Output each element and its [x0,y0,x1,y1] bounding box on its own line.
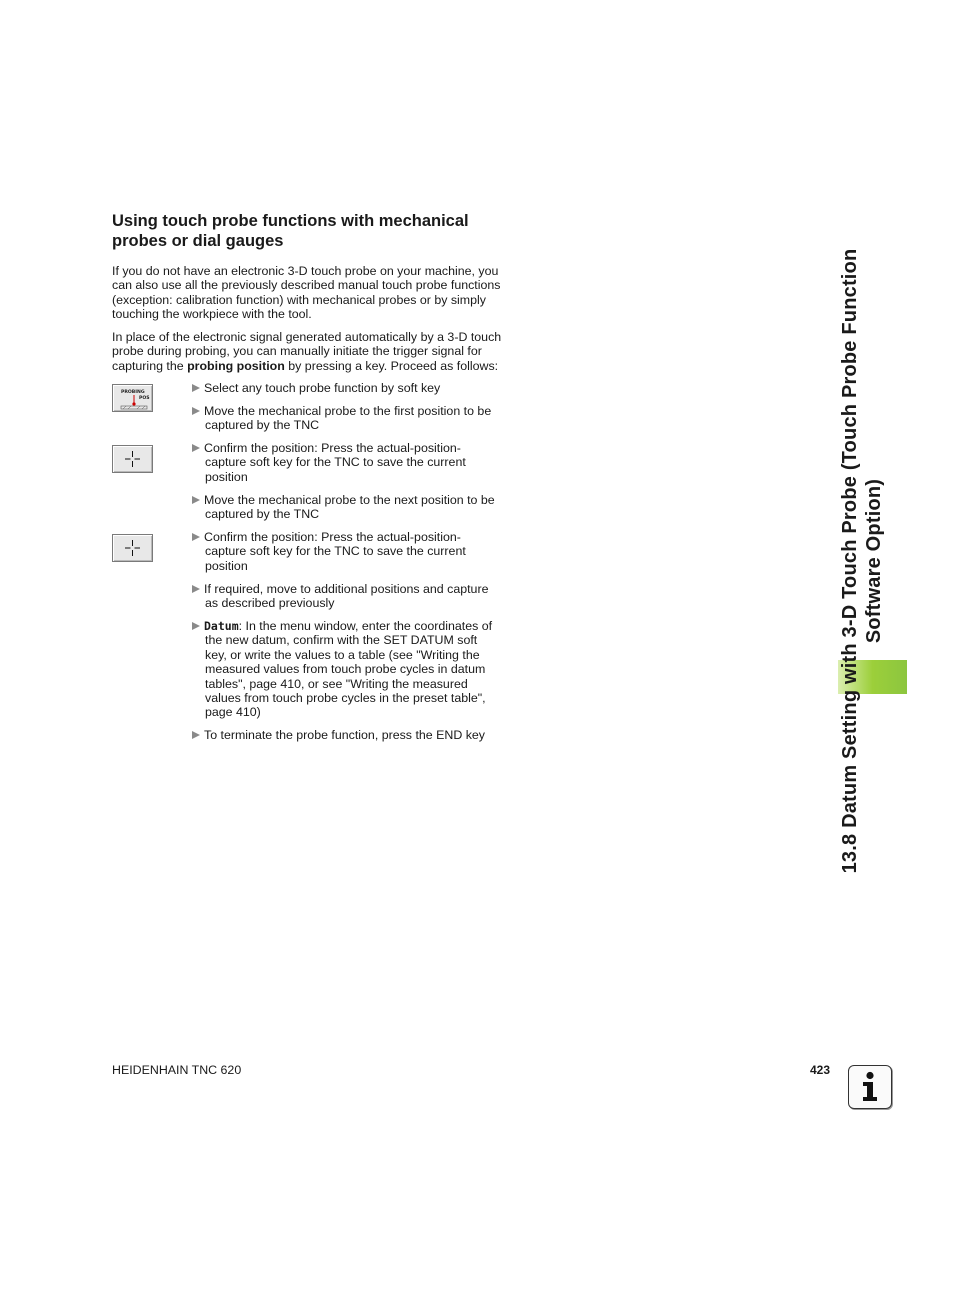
triangle-right-icon [192,407,200,415]
step-text-continued: values from touch probe cycles in the preset table", [205,691,486,706]
step-text-continued: position [205,469,248,484]
step-text: Move the mechanical probe to the next position to be [204,493,495,507]
chapter-sidebar [838,214,894,908]
step-item [192,582,512,611]
intro-paragraph: If you do not have an electronic 3-D touch probe on your machine, you can also use all the previously described manual touch probe functions (exception: calibration function) with mechanical probes or by simply touching the workpiece with the tool. [112,264,501,322]
step-text-continued: position [205,558,248,573]
probe-tip-icon [132,402,135,405]
step-text: : In the menu window, enter the coordinates of [238,619,493,633]
step-text-continued: the new datum, confirm with the SET DATUM soft [205,633,478,648]
step-text-continued: tables", page 410, or see "Writing the measured [205,676,468,691]
step-text-continued: capture soft key for the TNC to save the current [205,544,466,559]
step-text: Move the mechanical probe to the first position to be [204,404,492,418]
crosshair-icon [113,446,152,472]
step-text-continued: captured by the TNC [205,507,320,522]
triangle-right-icon [192,731,200,739]
step-text-continued: as described previously [205,596,335,611]
step-text: Select any touch probe function by soft key [204,381,441,395]
triangle-right-icon [192,622,200,630]
step-text: Confirm the position: Press the actual-position- [204,441,461,455]
info-icon [848,1065,892,1109]
procedure-text-end: by pressing a key. Proceed as follows: [284,358,499,373]
triangle-right-icon [192,533,200,541]
triangle-right-icon [192,496,200,504]
step-text-continued: key, or write the values to a table (see "Writing the [205,647,480,662]
chapter-title-line-1: 13.8 Datum Setting with 3-D Touch Probe (Touch Probe Function [839,248,861,874]
step-text-continued: captured by the TNC [205,418,320,433]
page-number: 423 [809,1063,830,1077]
probing-pos-softkey-label-2: POS [139,396,150,401]
chapter-title-vertical [838,214,894,908]
workpiece-icon [121,406,147,409]
step-item [192,493,512,522]
step-item [192,441,512,484]
probing-pos-softkey-label-1: PROBING [121,390,145,395]
triangle-right-icon [192,444,200,452]
step-text-continued: capture soft key for the TNC to save the current [205,455,466,470]
triangle-right-icon [192,384,200,392]
step-item [192,530,512,573]
step-item [192,381,512,395]
crosshair-icon [113,535,152,561]
procedure-text-start: In place of the electronic signal generated automatically by a 3-D touch probe during probing, you can manually initiate the trigger signal for capturing the [112,330,502,373]
footer-product-name: HEIDENHAIN TNC 620 [112,1063,242,1077]
step-item [192,728,512,742]
step-text: Confirm the position: Press the actual-position- [204,530,461,544]
step-text-continued: measured values from touch probe cycles in datum [205,662,486,677]
section-heading: Using touch probe functions with mechanical probes or dial gauges [112,212,469,250]
step-item [192,619,512,720]
chapter-title-line-2: Software Option) [863,478,885,644]
probing-pos-softkey [112,384,153,412]
capture-position-softkey-2 [112,534,153,562]
step-text: If required, move to additional positions and capture [204,582,489,596]
triangle-right-icon [192,585,200,593]
step-text: To terminate the probe function, press the END key [204,728,485,742]
probing-position-term: probing position [187,358,285,373]
step-item [192,404,512,433]
procedure-paragraph [112,330,512,373]
step-text-continued: page 410) [205,705,261,720]
capture-position-softkey-1 [112,445,153,473]
datum-softkey-name: Datum [204,619,239,633]
